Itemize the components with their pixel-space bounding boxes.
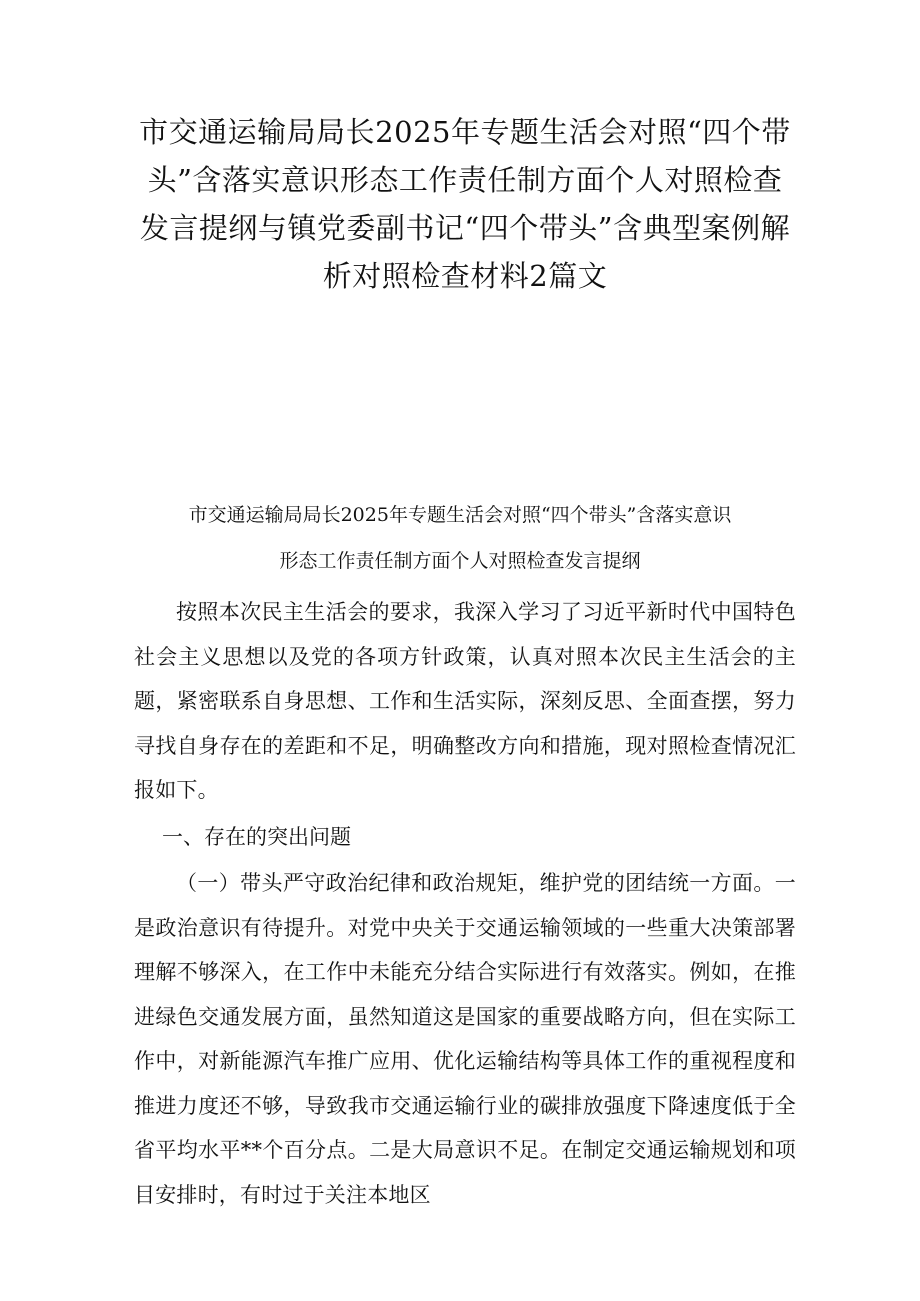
document-body xyxy=(134,590,796,1219)
section-heading-problems: 一、存在的突出问题 xyxy=(162,824,351,849)
section-title-line-2: 形态工作责任制方面个人对照检查发言提纲 xyxy=(279,550,641,572)
intro-paragraph: 按照本次民主生活会的要求，我深入学习了习近平新时代中国特色社会主义思想以及党的各项方针政策，认真对照本次民主生活会的主题，紧密联系自身思想、工作和生活实际，深刻反思、全面查摆，努力寻找自身存在的差距和不足，明确整改方向和措施，现对照检查情况汇报如下。 xyxy=(134,600,796,802)
document-main-title: 市交通运输局局长2025年专题生活会对照“四个带头”含落实意识形态工作责任制方面个人对照检查发言提纲与镇党委副书记“四个带头”含典型案例解析对照检查材料2篇文 xyxy=(139,115,791,293)
problem-paragraph-1: （一）带头严守政治纪律和政治规矩，维护党的团结统一方面。一是政治意识有待提升。对党中央关于交通运输领域的一些重大决策部署理解不够深入，在工作中未能充分结合实际进行有效落实。例如，在推进绿色交通发展方面，虽然知道这是国家的重要战略方向，但在实际工作中，对新能源汽车推广应用、优化运输结构等具体工作的重视程度和推进力度还不够，导致我市交通运输行业的碳排放强度下降速度低于全省平均水平**个百分点。二是大局意识不足。在制定交通运输规划和项目安排时，有时过于关注本地区 xyxy=(134,871,796,1207)
section-title-line-1: 市交通运输局局长2025年专题生活会对照“四个带头”含落实意识 xyxy=(188,504,732,526)
